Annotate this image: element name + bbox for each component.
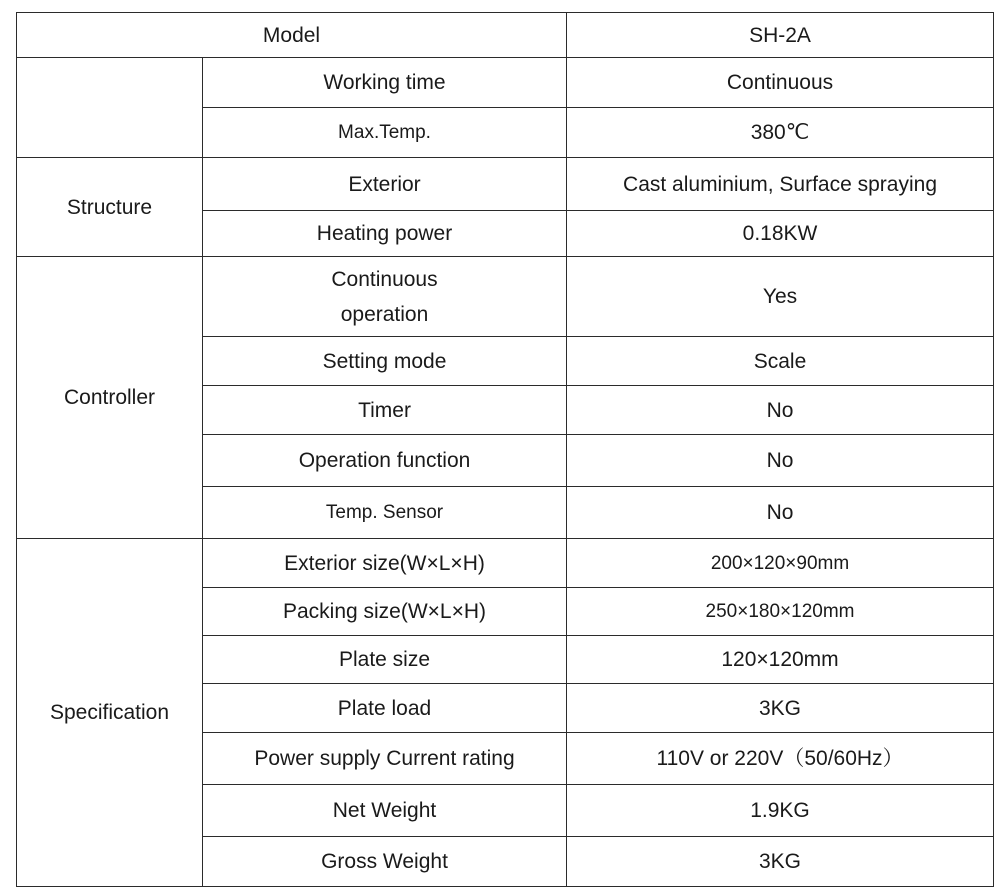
- value-cell: 0.18KW: [567, 211, 994, 257]
- param-cell: Plate load: [203, 684, 567, 733]
- table-row: [17, 58, 994, 108]
- value-cell: Cast aluminium, Surface spraying: [567, 158, 994, 211]
- value-cell: 120×120mm: [567, 636, 994, 684]
- value-cell: 3KG: [567, 684, 994, 733]
- table-row: [17, 257, 994, 337]
- param-cell: Temp. Sensor: [203, 487, 567, 539]
- value-cell: 3KG: [567, 837, 994, 887]
- value-cell: No: [567, 435, 994, 487]
- param-cell: Heating power: [203, 211, 567, 257]
- param-cell: Exterior: [203, 158, 567, 211]
- value-cell: 1.9KG: [567, 785, 994, 837]
- group-cell-specification: Specification: [17, 539, 203, 887]
- value-cell: Continuous: [567, 58, 994, 108]
- param-cell: Exterior size(W×L×H): [203, 539, 567, 588]
- group-cell-controller: Controller: [17, 257, 203, 539]
- param-cell: Plate size: [203, 636, 567, 684]
- param-cell: Gross Weight: [203, 837, 567, 887]
- value-cell: No: [567, 386, 994, 435]
- group-cell-untitled: [17, 58, 203, 158]
- header-model-value: SH-2A: [567, 13, 994, 58]
- value-cell: 250×180×120mm: [567, 588, 994, 636]
- table-row: [17, 158, 994, 211]
- group-cell-structure: Structure: [17, 158, 203, 257]
- param-cell: Timer: [203, 386, 567, 435]
- param-cell: Working time: [203, 58, 567, 108]
- param-cell: Operation function: [203, 435, 567, 487]
- param-cell: Net Weight: [203, 785, 567, 837]
- header-model-label: Model: [17, 13, 567, 58]
- param-cell: Setting mode: [203, 337, 567, 386]
- value-cell: Yes: [567, 257, 994, 337]
- table-row: [17, 13, 994, 58]
- param-cell: Packing size(W×L×H): [203, 588, 567, 636]
- param-cell: Power supply Current rating: [203, 733, 567, 785]
- value-cell: Scale: [567, 337, 994, 386]
- table-row: [17, 539, 994, 588]
- value-cell: 380℃: [567, 108, 994, 158]
- param-cell: Continuous operation: [203, 257, 567, 337]
- spec-table: [16, 12, 994, 887]
- value-cell: No: [567, 487, 994, 539]
- value-cell: 110V or 220V（50/60Hz）: [567, 733, 994, 785]
- value-cell: 200×120×90mm: [567, 539, 994, 588]
- param-cell: Max.Temp.: [203, 108, 567, 158]
